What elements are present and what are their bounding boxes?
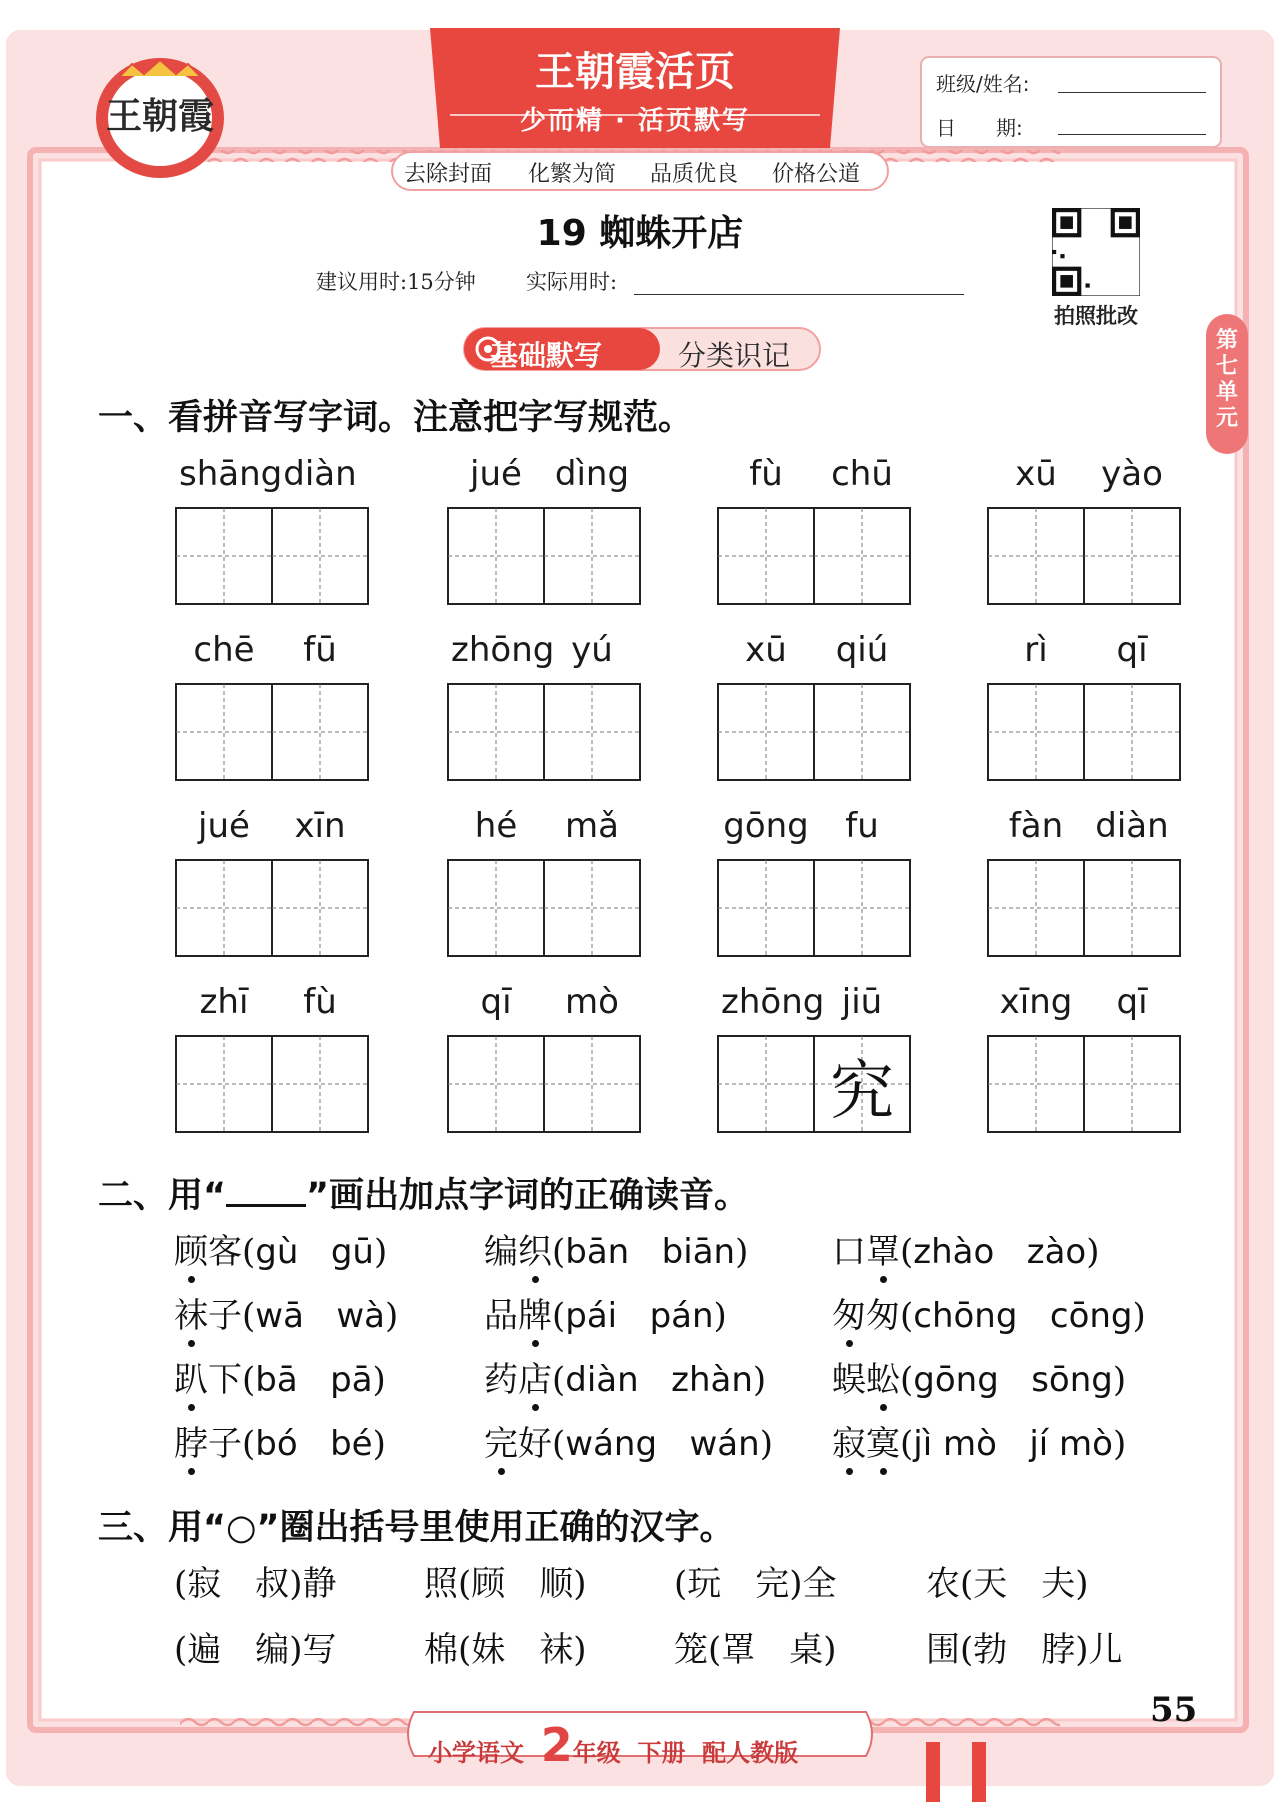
reading-choice-item: 编织(bān biān)	[484, 1224, 748, 1273]
reading-choice-item: 药店(diàn zhàn)	[484, 1352, 766, 1401]
dotted-character: 袜	[174, 1288, 208, 1337]
binder-ribbons	[920, 1742, 1000, 1802]
class-name-label: 班级/姓名:	[936, 72, 1030, 96]
pinyin-label: yú	[571, 630, 613, 670]
dotted-character: 牌	[518, 1288, 552, 1337]
writing-grid[interactable]	[448, 860, 640, 956]
reading-choice-item: 匆匆(chōng cōng)	[832, 1288, 1146, 1337]
pinyin-label: diàn	[283, 454, 357, 494]
date-label: 日 期:	[936, 116, 1023, 140]
dotted-character: 店	[518, 1352, 552, 1401]
dotted-character: 口	[832, 1232, 866, 1272]
writing-grid[interactable]	[718, 860, 910, 956]
pinyin-label: qī	[1116, 982, 1148, 1022]
pinyin-option[interactable]: chōng	[913, 1296, 1018, 1336]
pinyin-option[interactable]: bé	[330, 1424, 373, 1464]
writing-grid[interactable]	[718, 684, 910, 780]
pinyin-label: xīng	[999, 982, 1073, 1022]
lesson-title: 19 蜘蛛开店	[536, 213, 744, 254]
reading-choice-item: 品牌(pái pán)	[484, 1288, 727, 1337]
pinyin-label: qiú	[835, 630, 889, 670]
footer-label: 小学语文 2年级 下册 配人教版	[428, 1718, 799, 1772]
pinyin-label: fù	[749, 454, 783, 494]
reading-choice-item: 口罩(zhào zào)	[832, 1224, 1100, 1273]
dotted-character: 脖	[174, 1416, 208, 1465]
pinyin-label: zhī	[199, 982, 249, 1022]
dotted-character: 编	[484, 1232, 518, 1272]
pinyin-label: fù	[303, 982, 337, 1022]
pinyin-option[interactable]: gū	[330, 1232, 374, 1272]
brand-title: 王朝霞活页	[535, 48, 735, 95]
reading-choice-item: 完好(wáng wán)	[484, 1416, 773, 1465]
pinyin-label: jiū	[841, 982, 883, 1022]
pinyin-label: fū	[303, 630, 337, 670]
pinyin-label: hé	[474, 806, 518, 846]
slogan-1: 去除封面	[404, 162, 493, 187]
pinyin-option[interactable]: sōng	[1031, 1360, 1113, 1400]
character-choice-item[interactable]: 农(天 夫)	[926, 1564, 1089, 1604]
pinyin-option[interactable]: pán	[649, 1296, 714, 1336]
writing-grid[interactable]	[176, 860, 368, 956]
unit-tab-label: 第七单元	[1215, 328, 1238, 431]
dotted-character: 蚣	[866, 1352, 900, 1401]
pinyin-option[interactable]: biān	[661, 1232, 736, 1272]
pinyin-option[interactable]: wā	[255, 1296, 304, 1336]
dotted-character: 子	[208, 1296, 242, 1336]
writing-grid[interactable]	[988, 508, 1180, 604]
writing-grid[interactable]	[988, 684, 1180, 780]
dotted-character: 织	[518, 1224, 552, 1273]
dotted-character: 品	[484, 1296, 518, 1336]
dotted-character: 寞	[866, 1416, 900, 1465]
pinyin-label: fàn	[1008, 806, 1064, 846]
dotted-character: 子	[208, 1424, 242, 1464]
pinyin-label: shāng	[179, 454, 283, 494]
pinyin-label: qī	[1116, 630, 1148, 670]
pinyin-label: rì	[1024, 630, 1048, 670]
grid-character[interactable]: 究	[830, 1055, 894, 1129]
actual-time-label: 实际用时:	[526, 270, 618, 294]
writing-grid[interactable]	[988, 1036, 1180, 1132]
dotted-character: 药	[484, 1360, 518, 1400]
pinyin-label: mò	[565, 982, 619, 1022]
pinyin-option[interactable]: zhào	[913, 1232, 995, 1272]
pinyin-label: yào	[1101, 454, 1163, 494]
character-choice-item[interactable]: (寂 叔)静	[174, 1564, 337, 1604]
pinyin-label: diàn	[1095, 806, 1169, 846]
reading-choice-item: 顾客(gù gū)	[174, 1224, 387, 1273]
character-choice-item[interactable]: 棉(妹 袜)	[424, 1630, 587, 1670]
pinyin-option[interactable]: zhàn	[671, 1360, 753, 1400]
pinyin-option[interactable]: bān	[565, 1232, 630, 1272]
dotted-character: 下	[208, 1360, 242, 1400]
q1-heading: 一、看拼音写字词。注意把字写规范。	[98, 398, 694, 438]
section-banner-active: 基础默写	[490, 339, 603, 372]
dotted-character: 匆	[832, 1288, 866, 1337]
writing-grid[interactable]	[176, 684, 368, 780]
pinyin-option[interactable]: bā	[255, 1360, 298, 1400]
pinyin-option[interactable]: gōng	[913, 1360, 999, 1400]
pinyin-label: chū	[831, 454, 893, 494]
writing-grid[interactable]	[176, 1036, 368, 1132]
dotted-character: 寂	[832, 1416, 866, 1465]
section-banner-inactive: 分类识记	[678, 339, 791, 372]
dotted-character: 好	[518, 1424, 552, 1464]
qr-caption: 拍照批改	[1054, 304, 1138, 328]
character-choice-item[interactable]: 照(顾 顺)	[424, 1564, 587, 1604]
dotted-character: 客	[208, 1232, 242, 1272]
pinyin-label: jué	[470, 454, 522, 494]
q3-heading: 三、用“○”圈出括号里使用正确的汉字。	[98, 1508, 735, 1548]
writing-grid[interactable]	[718, 508, 910, 604]
pinyin-option[interactable]: wà	[336, 1296, 386, 1336]
reading-choice-item: 寂寞(jì mò jí mò)	[832, 1416, 1126, 1465]
pinyin-label: dìng	[554, 454, 630, 494]
pinyin-option[interactable]: zào	[1026, 1232, 1087, 1272]
dotted-character: 罩	[866, 1224, 900, 1273]
writing-grid[interactable]	[448, 1036, 640, 1132]
character-choice-item[interactable]: 围(勃 脖)儿	[926, 1630, 1123, 1670]
dotted-character: 蜈	[832, 1360, 866, 1400]
dotted-character: 顾	[174, 1224, 208, 1273]
writing-grid[interactable]	[448, 684, 640, 780]
pinyin-label: xīn	[294, 806, 346, 846]
pinyin-label: fu	[845, 806, 879, 846]
pinyin-option[interactable]: wán	[689, 1424, 760, 1464]
writing-grid[interactable]	[176, 508, 368, 604]
reading-choice-item: 趴下(bā pā)	[174, 1352, 386, 1401]
pinyin-option[interactable]: jí mò	[1029, 1424, 1113, 1464]
pinyin-label: mǎ	[565, 806, 619, 846]
q2-heading: 二、用“ ”画出加点字词的正确读音。	[98, 1176, 750, 1216]
pinyin-label: xū	[745, 630, 787, 670]
writing-grid[interactable]	[448, 508, 640, 604]
pinyin-option[interactable]: diàn	[565, 1360, 639, 1400]
pinyin-label: zhōng	[721, 982, 825, 1022]
reading-choice-item: 脖子(bó bé)	[174, 1416, 386, 1465]
pinyin-label: zhōng	[451, 630, 555, 670]
slogan-4: 价格公道	[772, 162, 861, 187]
dotted-character: 匆	[866, 1296, 900, 1336]
pinyin-option[interactable]: bó	[255, 1424, 298, 1464]
pinyin-option[interactable]: pā	[330, 1360, 373, 1400]
dotted-character: 趴	[174, 1352, 208, 1401]
reading-choice-item: 袜子(wā wà)	[174, 1288, 398, 1337]
pinyin-option[interactable]: cōng	[1049, 1296, 1133, 1336]
slogan-3: 品质优良	[650, 162, 739, 187]
page-number: 55	[1150, 1690, 1198, 1730]
suggested-time: 建议用时:15分钟	[316, 270, 476, 294]
brand-subtitle: 少而精 · 活页默写	[520, 106, 750, 136]
reading-choice-item: 蜈蚣(gōng sōng)	[832, 1352, 1126, 1401]
character-choice-item[interactable]: (遍 编)写	[174, 1630, 337, 1670]
character-choice-item[interactable]: (玩 完)全	[674, 1564, 837, 1604]
pinyin-option[interactable]: gù	[255, 1232, 299, 1272]
pinyin-label: xū	[1015, 454, 1057, 494]
logo-text: 王朝霞	[105, 95, 214, 137]
pinyin-option[interactable]: wáng	[565, 1424, 658, 1464]
character-choice-item[interactable]: 笼(罩 桌)	[674, 1630, 837, 1670]
pinyin-label: jué	[198, 806, 250, 846]
pinyin-option[interactable]: jì mò	[913, 1424, 997, 1464]
writing-grid[interactable]	[988, 860, 1180, 956]
pinyin-label: gōng	[723, 806, 809, 846]
slogan-2: 化繁为简	[528, 162, 617, 187]
pinyin-label: qī	[480, 982, 512, 1022]
pinyin-option[interactable]: pái	[565, 1296, 618, 1336]
pinyin-label: chē	[193, 630, 255, 670]
dotted-character: 完	[484, 1416, 518, 1465]
